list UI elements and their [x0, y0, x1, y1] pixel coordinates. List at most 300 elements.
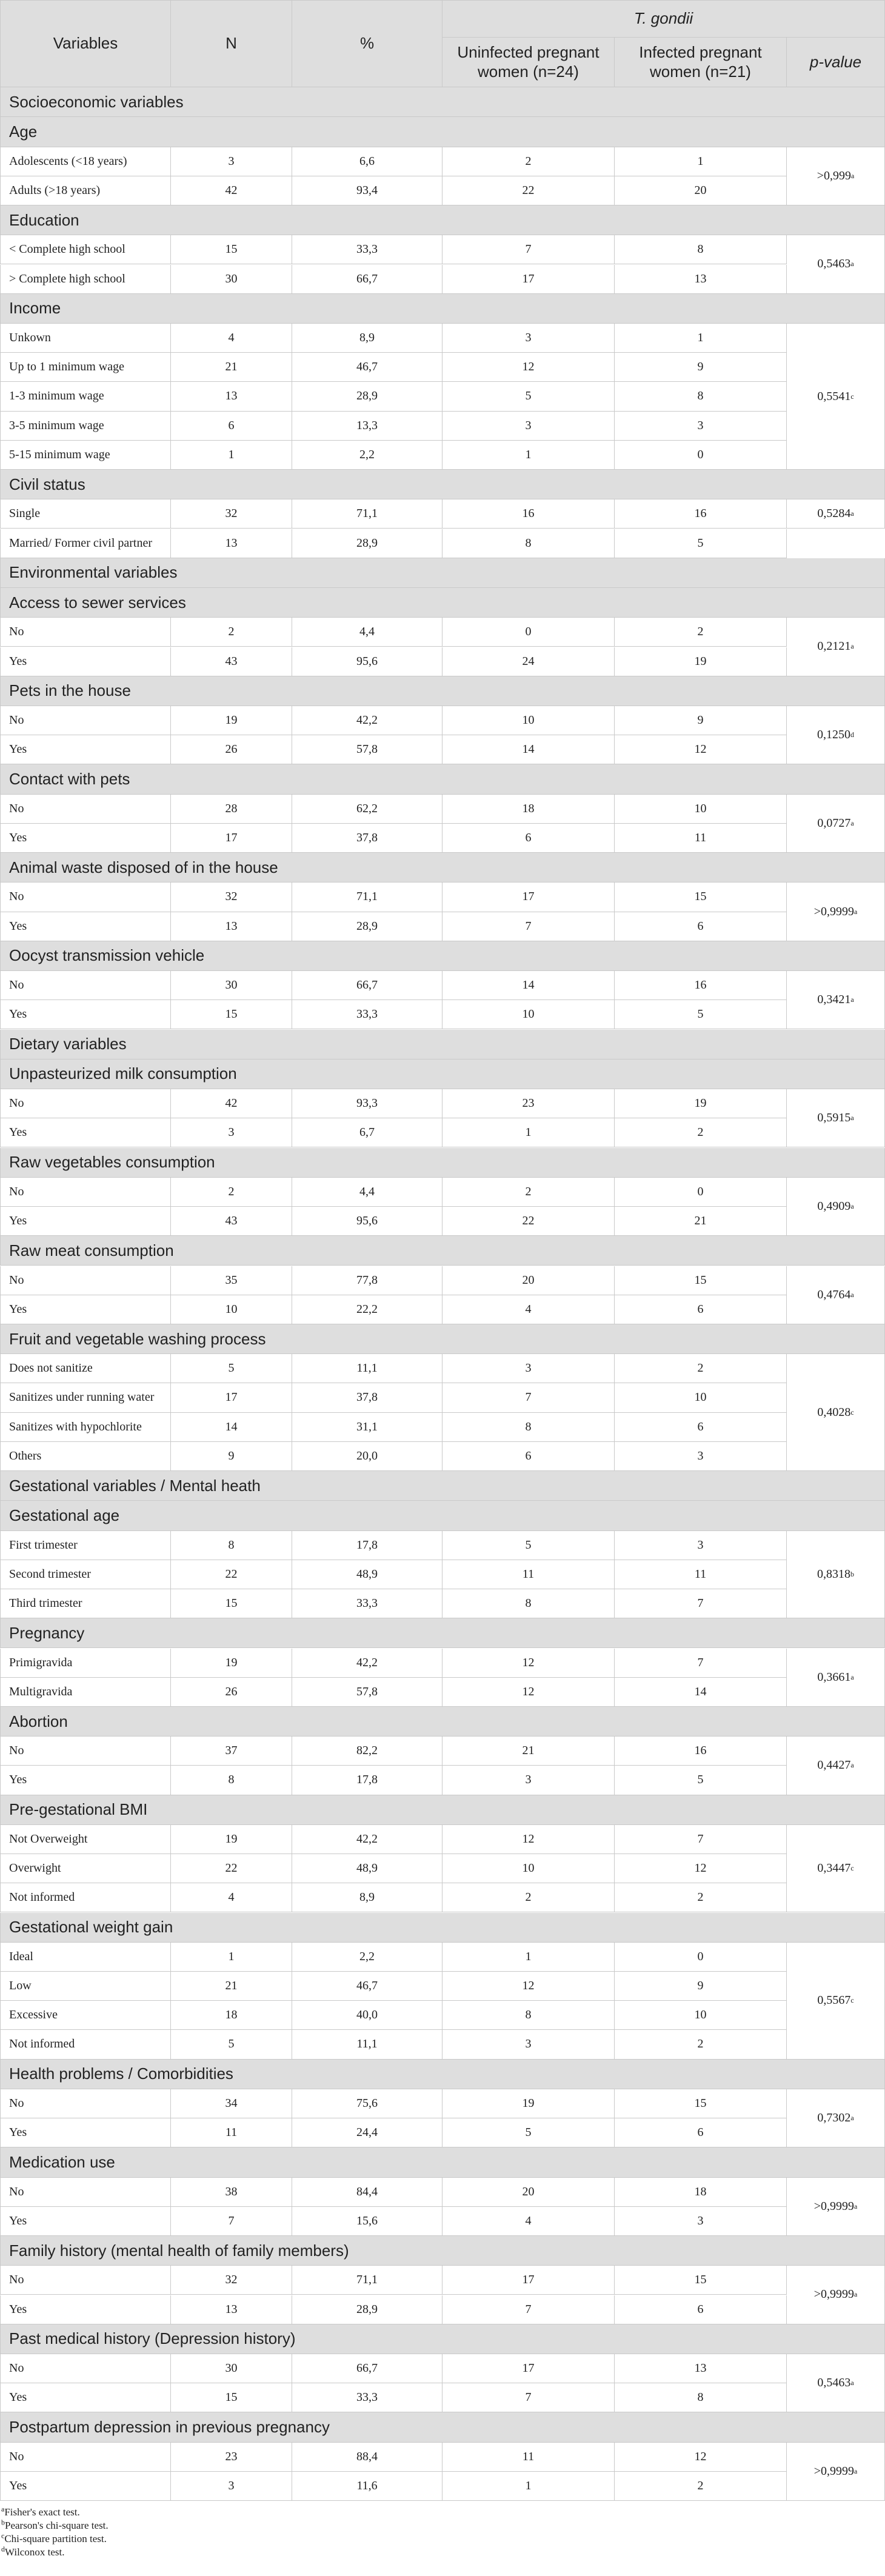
table-row	[0, 912, 885, 941]
uninfected-count: 17	[442, 883, 615, 912]
uninfected-count: 10	[442, 1854, 615, 1883]
count-n: 1	[171, 1943, 292, 1972]
uninfected-count: 7	[442, 912, 615, 941]
row-label: < Complete high school	[0, 235, 171, 264]
row-label: Yes	[0, 1207, 171, 1236]
p-value: 0,2121	[817, 639, 851, 653]
uninfected-count: 6	[442, 1442, 615, 1471]
table-row	[0, 1118, 885, 1147]
percent: 57,8	[292, 1678, 442, 1707]
uninfected-count: 7	[442, 235, 615, 264]
table-row	[0, 2178, 885, 2207]
section-header: Civil status	[0, 470, 885, 499]
uninfected-count: 20	[442, 2178, 615, 2207]
table-row	[0, 1883, 885, 1912]
percent: 42,2	[292, 1825, 442, 1854]
count-n: 7	[171, 2207, 292, 2236]
row-label: Married/ Former civil partner	[0, 529, 171, 558]
infected-count: 13	[615, 2354, 787, 2383]
row-label: No	[0, 2443, 171, 2472]
count-n: 4	[171, 324, 292, 353]
table-row	[0, 2089, 885, 2118]
percent: 46,7	[292, 1972, 442, 2001]
table-row	[0, 1383, 885, 1412]
percent: 28,9	[292, 382, 442, 411]
uninfected-count: 19	[442, 2089, 615, 2118]
count-n: 15	[171, 1000, 292, 1029]
infected-count: 15	[615, 1266, 787, 1295]
percent: 95,6	[292, 1207, 442, 1236]
uninfected-count: 0	[442, 618, 615, 647]
table-row	[0, 1089, 885, 1118]
infected-count: 5	[615, 1766, 787, 1795]
count-n: 13	[171, 529, 292, 558]
uninfected-count: 5	[442, 382, 615, 411]
row-label: Overwight	[0, 1854, 171, 1883]
table-row	[0, 1560, 885, 1589]
uninfected-count: 1	[442, 1118, 615, 1147]
count-n: 30	[171, 2354, 292, 2383]
uninfected-count: 3	[442, 2030, 615, 2059]
p-value-test-mark: a	[850, 642, 854, 651]
infected-count: 16	[615, 1737, 787, 1766]
percent: 28,9	[292, 912, 442, 941]
infected-count: 5	[615, 1000, 787, 1029]
uninfected-count: 3	[442, 324, 615, 353]
count-n: 21	[171, 1972, 292, 2001]
section-header: Income	[0, 294, 885, 324]
percent: 84,4	[292, 2178, 442, 2207]
table-row	[0, 1854, 885, 1883]
count-n: 32	[171, 2266, 292, 2295]
row-label: Not informed	[0, 1883, 171, 1912]
row-label: Yes	[0, 2118, 171, 2147]
count-n: 13	[171, 912, 292, 941]
p-value: 0,4028	[817, 1405, 851, 1419]
count-n: 43	[171, 647, 292, 676]
row-label: Yes	[0, 2383, 171, 2412]
footnote	[1, 2532, 109, 2546]
infected-count: 3	[615, 2207, 787, 2236]
percent: 28,9	[292, 2295, 442, 2324]
uninfected-count: 17	[442, 2266, 615, 2295]
table-row	[0, 1649, 885, 1678]
table-row	[0, 1766, 885, 1795]
percent: 11,1	[292, 2030, 442, 2059]
percent: 8,9	[292, 1883, 442, 1912]
table-row	[0, 795, 885, 824]
count-n: 35	[171, 1266, 292, 1295]
infected-count: 20	[615, 176, 787, 205]
percent: 33,3	[292, 2383, 442, 2412]
section-header: Fruit and vegetable washing process	[0, 1324, 885, 1354]
row-label: No	[0, 2178, 171, 2207]
p-value-test-mark: a	[853, 2466, 858, 2475]
count-n: 26	[171, 1678, 292, 1707]
infected-count: 13	[615, 265, 787, 294]
infected-count: 12	[615, 1854, 787, 1883]
infected-count: 11	[615, 1560, 787, 1589]
p-value-test-mark: d	[850, 730, 854, 739]
section-header: Family history (mental health of family members)	[0, 2236, 885, 2266]
row-label: > Complete high school	[0, 265, 171, 294]
table-row	[0, 2443, 885, 2472]
table-row	[0, 1178, 885, 1207]
row-label: Primigravida	[0, 1649, 171, 1678]
row-label: Multigravida	[0, 1678, 171, 1707]
section-header: Contact with pets	[0, 764, 885, 794]
infected-count: 15	[615, 883, 787, 912]
table-row	[0, 1442, 885, 1471]
count-n: 8	[171, 1766, 292, 1795]
footnote-text: Fisher's exact test.	[4, 2506, 80, 2518]
infected-count: 7	[615, 1649, 787, 1678]
row-label: Yes	[0, 912, 171, 941]
count-n: 2	[171, 1178, 292, 1207]
section-header: Gestational weight gain	[0, 1913, 885, 1943]
p-value-test-mark: a	[850, 1761, 854, 1770]
table-row	[0, 1295, 885, 1324]
percent: 13,3	[292, 412, 442, 441]
section-header: Age	[0, 117, 885, 147]
count-n: 30	[171, 971, 292, 1000]
header-variables: Variables	[0, 0, 171, 87]
row-label: Yes	[0, 2472, 171, 2501]
p-value-test-mark: a	[850, 509, 854, 518]
percent: 82,2	[292, 1737, 442, 1766]
percent: 48,9	[292, 1854, 442, 1883]
footnote	[1, 2506, 109, 2519]
infected-count: 19	[615, 1089, 787, 1118]
infected-count: 2	[615, 2472, 787, 2501]
table-row	[0, 971, 885, 1000]
count-n: 15	[171, 2383, 292, 2412]
infected-count: 3	[615, 1442, 787, 1471]
percent: 22,2	[292, 1295, 442, 1324]
p-value-test-mark: c	[850, 1407, 854, 1416]
count-n: 38	[171, 2178, 292, 2207]
p-value: >0,9999	[813, 904, 854, 918]
count-n: 34	[171, 2089, 292, 2118]
table-row	[0, 499, 885, 529]
percent: 20,0	[292, 1442, 442, 1471]
table-row	[0, 382, 885, 411]
table-row	[0, 412, 885, 441]
uninfected-count: 4	[442, 1295, 615, 1324]
row-label: Yes	[0, 2295, 171, 2324]
infected-count: 7	[615, 1589, 787, 1618]
row-label: Yes	[0, 1295, 171, 1324]
table-row	[0, 147, 885, 176]
uninfected-count: 7	[442, 2295, 615, 2324]
section-header: Raw vegetables consumption	[0, 1148, 885, 1178]
uninfected-count: 12	[442, 1678, 615, 1707]
row-label: No	[0, 1178, 171, 1207]
count-n: 17	[171, 1383, 292, 1412]
percent: 71,1	[292, 883, 442, 912]
p-value-test-mark: a	[850, 2378, 854, 2387]
count-n: 22	[171, 1560, 292, 1589]
section-header: Pregnancy	[0, 1618, 885, 1648]
uninfected-count: 8	[442, 1413, 615, 1442]
uninfected-count: 2	[442, 147, 615, 176]
percent: 71,1	[292, 2266, 442, 2295]
count-n: 23	[171, 2443, 292, 2472]
uninfected-count: 22	[442, 176, 615, 205]
uninfected-count: 16	[442, 499, 615, 529]
percent: 77,8	[292, 1266, 442, 1295]
count-n: 42	[171, 176, 292, 205]
row-label: Yes	[0, 2207, 171, 2236]
p-value-test-mark: a	[850, 1201, 854, 1210]
uninfected-count: 5	[442, 1531, 615, 1560]
count-n: 15	[171, 235, 292, 264]
row-label: Yes	[0, 1766, 171, 1795]
section-header: Medication use	[0, 2147, 885, 2177]
count-n: 43	[171, 1207, 292, 1236]
uninfected-count: 12	[442, 1649, 615, 1678]
infected-count: 10	[615, 2001, 787, 2030]
infected-count: 15	[615, 2089, 787, 2118]
table-row	[0, 824, 885, 853]
p-value-test-mark: a	[850, 1672, 854, 1681]
percent: 95,6	[292, 647, 442, 676]
uninfected-count: 17	[442, 2354, 615, 2383]
row-label: Yes	[0, 1118, 171, 1147]
table-row	[0, 1825, 885, 1854]
infected-count: 1	[615, 324, 787, 353]
percent: 66,7	[292, 2354, 442, 2383]
row-label: Third trimester	[0, 1589, 171, 1618]
count-n: 17	[171, 824, 292, 853]
row-label: Sanitizes under running water	[0, 1383, 171, 1412]
row-label: Yes	[0, 647, 171, 676]
row-label: No	[0, 618, 171, 647]
percent: 48,9	[292, 1560, 442, 1589]
table-row	[0, 2472, 885, 2501]
infected-count: 6	[615, 2295, 787, 2324]
header-percent: %	[292, 0, 442, 87]
table-row	[0, 324, 885, 353]
uninfected-count: 4	[442, 2207, 615, 2236]
table-row	[0, 1972, 885, 2001]
percent: 42,2	[292, 706, 442, 735]
p-value: 0,5541	[817, 389, 851, 403]
section-header: Gestational variables / Mental heath	[0, 1471, 885, 1501]
uninfected-count: 18	[442, 795, 615, 824]
row-label: No	[0, 2354, 171, 2383]
percent: 71,1	[292, 499, 442, 529]
section-header: Animal waste disposed of in the house	[0, 853, 885, 883]
infected-count: 12	[615, 735, 787, 764]
p-value: 0,7302	[817, 2111, 851, 2125]
percent: 62,2	[292, 795, 442, 824]
p-value: >0,999	[817, 169, 851, 182]
p-value-test-mark: c	[850, 1864, 854, 1873]
p-value-test-mark: a	[853, 2290, 858, 2299]
count-n: 42	[171, 1089, 292, 1118]
table-row	[0, 883, 885, 912]
infected-count: 2	[615, 1883, 787, 1912]
row-label: No	[0, 971, 171, 1000]
p-value-test-mark: c	[850, 392, 854, 401]
row-label: No	[0, 706, 171, 735]
header-uninfected: Uninfected pregnant women (n=24)	[442, 38, 615, 87]
footnote	[1, 2519, 109, 2532]
table-row	[0, 647, 885, 676]
p-value: 0,5463	[817, 2376, 851, 2390]
row-label: Others	[0, 1442, 171, 1471]
percent: 4,4	[292, 1178, 442, 1207]
percent: 37,8	[292, 1383, 442, 1412]
infected-count: 5	[615, 529, 787, 558]
table-row	[0, 1354, 885, 1383]
table-row	[0, 2030, 885, 2059]
table-row	[0, 1413, 885, 1442]
p-value: 0,5567	[817, 1994, 851, 2007]
p-value: 0,3447	[817, 1861, 851, 1875]
uninfected-count: 6	[442, 824, 615, 853]
infected-count: 2	[615, 1354, 787, 1383]
count-n: 32	[171, 499, 292, 529]
row-label: Sanitizes with hypochlorite	[0, 1413, 171, 1442]
percent: 93,3	[292, 1089, 442, 1118]
section-header: Abortion	[0, 1707, 885, 1737]
p-value-test-mark: a	[853, 2201, 858, 2211]
uninfected-count: 5	[442, 2118, 615, 2147]
p-value: 0,3661	[817, 1670, 851, 1684]
header-organism: T. gondii	[442, 0, 885, 38]
uninfected-count: 17	[442, 265, 615, 294]
row-label: Not informed	[0, 2030, 171, 2059]
count-n: 3	[171, 1118, 292, 1147]
percent: 6,6	[292, 147, 442, 176]
percent: 4,4	[292, 618, 442, 647]
p-value-test-mark: a	[850, 1113, 854, 1123]
percent: 66,7	[292, 971, 442, 1000]
row-label: Ideal	[0, 1943, 171, 1972]
infected-count: 6	[615, 1295, 787, 1324]
uninfected-count: 12	[442, 353, 615, 382]
footnote-text: Pearson's chi-square test.	[5, 2520, 109, 2532]
percent: 33,3	[292, 235, 442, 264]
table-row	[0, 353, 885, 382]
percent: 17,8	[292, 1766, 442, 1795]
infected-count: 12	[615, 2443, 787, 2472]
percent: 11,6	[292, 2472, 442, 2501]
count-n: 22	[171, 1854, 292, 1883]
infected-count: 8	[615, 235, 787, 264]
table-row	[0, 1737, 885, 1766]
infected-count: 2	[615, 2030, 787, 2059]
count-n: 30	[171, 265, 292, 294]
uninfected-count: 10	[442, 1000, 615, 1029]
infected-count: 16	[615, 971, 787, 1000]
p-value: 0,5915	[817, 1111, 851, 1125]
infected-count: 2	[615, 618, 787, 647]
percent: 2,2	[292, 441, 442, 470]
table-row	[0, 1000, 885, 1029]
infected-count: 7	[615, 1825, 787, 1854]
uninfected-count: 23	[442, 1089, 615, 1118]
table-footnotes	[1, 2506, 109, 2559]
uninfected-count: 1	[442, 2472, 615, 2501]
count-n: 18	[171, 2001, 292, 2030]
infected-count: 21	[615, 1207, 787, 1236]
p-value-test-mark: a	[850, 818, 854, 827]
row-label: Yes	[0, 824, 171, 853]
uninfected-count: 8	[442, 1589, 615, 1618]
uninfected-count: 20	[442, 1266, 615, 1295]
uninfected-count: 7	[442, 2383, 615, 2412]
uninfected-count: 11	[442, 2443, 615, 2472]
section-header: Postpartum depression in previous pregnancy	[0, 2412, 885, 2442]
table-row	[0, 2295, 885, 2324]
uninfected-count: 3	[442, 1766, 615, 1795]
infected-count: 0	[615, 441, 787, 470]
percent: 33,3	[292, 1589, 442, 1618]
uninfected-count: 3	[442, 412, 615, 441]
count-n: 13	[171, 2295, 292, 2324]
uninfected-count: 22	[442, 1207, 615, 1236]
row-label: No	[0, 795, 171, 824]
table-row	[0, 1207, 885, 1236]
row-label: 5-15 minimum wage	[0, 441, 171, 470]
count-n: 19	[171, 706, 292, 735]
header-infected: Infected pregnant women (n=21)	[615, 38, 787, 87]
count-n: 15	[171, 1589, 292, 1618]
p-value-test-mark: b	[850, 1569, 854, 1578]
row-label: Adults (>18 years)	[0, 176, 171, 205]
count-n: 21	[171, 353, 292, 382]
footnote-text: Wilconox test.	[5, 2546, 65, 2558]
infected-count: 8	[615, 382, 787, 411]
percent: 2,2	[292, 1943, 442, 1972]
table-row	[0, 2207, 885, 2236]
row-label: Does not sanitize	[0, 1354, 171, 1383]
table-row	[0, 529, 885, 558]
infected-count: 6	[615, 2118, 787, 2147]
p-value: >0,9999	[813, 2464, 854, 2478]
footnote-mark: d	[1, 2544, 5, 2554]
table-row	[0, 1531, 885, 1560]
percent: 75,6	[292, 2089, 442, 2118]
infected-count: 2	[615, 1118, 787, 1147]
percent: 93,4	[292, 176, 442, 205]
table-row	[0, 265, 885, 294]
section-header: Socioeconomic variables	[0, 87, 885, 117]
infected-count: 16	[615, 499, 787, 529]
p-value: >0,9999	[813, 2287, 854, 2301]
infected-count: 10	[615, 795, 787, 824]
row-label: No	[0, 883, 171, 912]
infected-count: 8	[615, 2383, 787, 2412]
row-label: Unkown	[0, 324, 171, 353]
table-row	[0, 2001, 885, 2030]
uninfected-count: 14	[442, 735, 615, 764]
percent: 40,0	[292, 2001, 442, 2030]
infected-count: 1	[615, 147, 787, 176]
table-row	[0, 176, 885, 205]
uninfected-count: 3	[442, 1354, 615, 1383]
p-value: 0,4909	[817, 1199, 851, 1213]
infected-count: 9	[615, 1972, 787, 2001]
count-n: 26	[171, 735, 292, 764]
uninfected-count: 11	[442, 1560, 615, 1589]
count-n: 6	[171, 412, 292, 441]
section-header: Pets in the house	[0, 676, 885, 706]
count-n: 19	[171, 1825, 292, 1854]
